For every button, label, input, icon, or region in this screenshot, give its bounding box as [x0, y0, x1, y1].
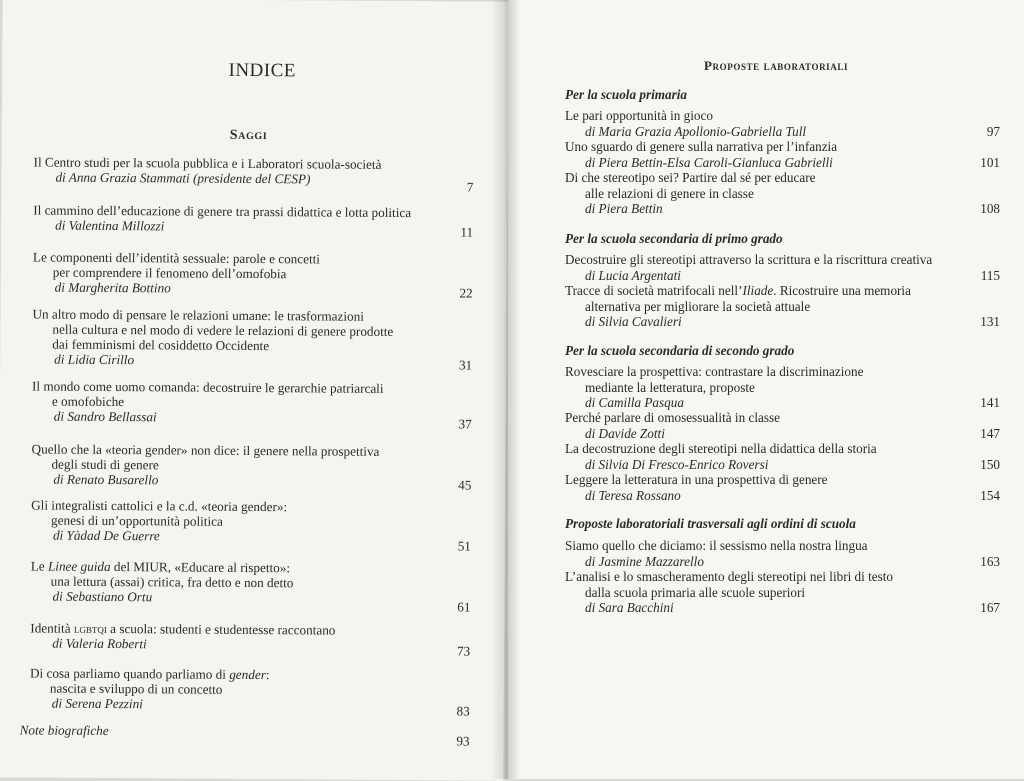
toc-entry [565, 252, 932, 283]
entry-author: di Piera Bettin-Elsa Caroli-Gianluca Gabrielli [585, 154, 833, 170]
entry-author: di Piera Bettin [585, 201, 663, 216]
toc-entry [565, 364, 863, 411]
entry-title: Il cammino dell’educazione di genere tra prassi didattica e lotta politica [33, 202, 412, 221]
entry-title: Un altro modo di pensare le relazioni umane: le trasformazioni [32, 306, 364, 324]
entry-title-pre: Tracce di società matrifocali nell’ [565, 283, 743, 298]
toc-entry [565, 410, 780, 441]
entry-title: mediante la letteratura, proposte [585, 379, 755, 395]
entry-author: di Silvia Di Fresco-Enrico Roversi [585, 456, 769, 472]
toc-entry [31, 497, 287, 544]
entry-title-pre: Le [30, 558, 49, 574]
page-number: 45 [458, 477, 472, 493]
toc-entry [30, 665, 270, 712]
page-number: 61 [457, 599, 471, 615]
entry-title: genesi di un’opportunità politica [51, 512, 223, 529]
toc-entry [32, 306, 393, 369]
entry-title-italic: Linee guida [47, 558, 111, 575]
entry-author: di Teresa Rossano [585, 487, 681, 503]
entry-title: nella cultura e nel modo di vedere le relazioni di genere prodotte [52, 321, 394, 339]
entry-author: di Jasmine Mazzarello [585, 553, 704, 569]
entry-author: di Serena Pezzini [51, 695, 143, 712]
page-number: 115 [980, 268, 1000, 283]
entry-title: La decostruzione degli stereotipi nella didattica della storia [565, 441, 877, 456]
page-number: 83 [456, 703, 470, 719]
page-number: 31 [458, 357, 473, 373]
entry-title: e omofobiche [51, 393, 125, 410]
toc-entry [33, 202, 411, 235]
entry-author: di Valentina Millozzi [55, 217, 165, 234]
entry-author: di Lucia Argentati [585, 267, 681, 283]
entry-title: dalla scuola primaria alle scuole superiori [585, 584, 806, 600]
entry-title-smallcaps: lgbtqi [73, 620, 107, 636]
entry-author: di Valeria Roberti [52, 635, 147, 652]
entry-author: di Davide Zotti [585, 425, 665, 441]
entry-title-post: del MIUR, «Educare al rispetto»: [110, 559, 291, 576]
page-number: 11 [460, 224, 474, 240]
page-number: 150 [980, 457, 1000, 472]
entry-title: Il mondo come uomo comanda: decostruire le gerarchie patriarcali [31, 378, 384, 396]
entry-title: Il Centro studi per la scuola pubblica e i Laboratori scuola-società [33, 154, 382, 172]
group-heading: Per la scuola primaria [565, 87, 687, 102]
entry-title: Di che stereotipo sei? Partire dal sé per educare [565, 170, 816, 185]
entry-author: di Renato Busarello [53, 471, 159, 488]
entry-title: Gli integralisti cattolici e la c.d. «teoria gender»: [31, 497, 288, 515]
entry-author: di Sara Bacchini [585, 600, 674, 615]
entry-title: Le componenti dell’identità sessuale: parole e concetti [32, 249, 321, 267]
page-number: 147 [980, 426, 1000, 441]
entry-title: dai femminismi del cosiddetto Occidente [52, 336, 270, 354]
entry-title-pre: Identità [30, 620, 74, 636]
page-number: 108 [980, 201, 1000, 216]
entry-author: di Lidia Cirillo [54, 351, 135, 368]
page-number: 22 [459, 285, 473, 301]
entry-title: Le pari opportunità in gioco [565, 108, 713, 123]
entry-title: Note biografiche [19, 722, 109, 739]
section-heading-saggi: Saggi [229, 127, 268, 144]
page-number: 131 [980, 314, 1000, 329]
entry-title-italic: gender [229, 666, 266, 683]
entry-title: L’analisi e lo smascheramento degli stereotipi nei libri di testo [565, 569, 894, 584]
index-title: INDICE [228, 59, 296, 82]
entry-title: per comprendere il fenomeno dell’omofobia [52, 264, 287, 282]
entry-title: nascita e sviluppo di un concetto [49, 680, 223, 697]
page-number: 51 [457, 538, 471, 554]
toc-entry [32, 378, 384, 425]
entry-author: di Margherita Bottino [54, 279, 171, 296]
page-number: 141 [980, 395, 1000, 410]
entry-author: di Maria Grazia Apollonio-Gabriella Tull [585, 123, 807, 139]
entry-title [565, 283, 911, 299]
entry-author: di Camilla Pasqua [585, 395, 684, 410]
entry-author: di Sandro Bellassai [53, 408, 157, 425]
entry-title: alle relazioni di genere in classe [585, 185, 754, 201]
entry-title: Perché parlare di omosessualità in classe [565, 410, 780, 425]
toc-entry [31, 441, 379, 488]
page-number: 167 [980, 600, 1000, 615]
group-heading: Per la scuola secondaria di secondo grado [565, 343, 795, 358]
toc-entry [565, 170, 815, 217]
toc-entry [565, 283, 911, 330]
entry-title: Quello che la «teoria gender» non dice: il genere nella prospettiva [31, 441, 380, 459]
page-number: 73 [456, 643, 471, 659]
page-number: 101 [980, 155, 1000, 170]
entry-title: alternativa per migliorare la società attuale [585, 298, 811, 314]
entry-author: di Yàdad De Guerre [52, 527, 160, 544]
entry-title-post: : [265, 667, 270, 683]
page-number: 37 [458, 416, 472, 432]
entry-title: una lettura (assai) critica, fra detto e non detto [50, 573, 294, 591]
book-gutter [490, 0, 520, 779]
page-number: 163 [980, 554, 1000, 569]
page-number: 7 [466, 179, 474, 195]
toc-entry [565, 441, 877, 472]
group-heading: Per la scuola secondaria di primo grado [565, 231, 783, 246]
toc-entry [31, 558, 294, 605]
toc-entry [565, 139, 837, 170]
entry-title: degli studi di genere [51, 456, 159, 473]
section-heading-proposte: Proposte laboratoriali [704, 58, 849, 73]
group-heading: Proposte laboratoriali trasversali agli ordini di scuola [565, 516, 856, 531]
toc-entry [565, 108, 806, 139]
entry-title-pre: Di cosa parliamo quando parliamo di [29, 665, 230, 682]
entry-author: di Sebastiano Ortu [52, 588, 153, 605]
entry-title-post: a scuola: studenti e studentesse raccontano [106, 620, 336, 638]
entry-title: Decostruire gli stereotipi attraverso la scrittura e la riscrittura creativa [565, 252, 933, 267]
entry-title-italic: Iliade [742, 283, 774, 298]
toc-entry [565, 569, 893, 616]
toc-entry [565, 538, 868, 569]
entry-title: Rovesciare la prospettiva: contrastare la discriminazione [565, 364, 864, 379]
toc-entry [30, 620, 335, 652]
left-page [0, 0, 509, 781]
toc-entry [33, 154, 381, 186]
entry-title: Uno sguardo di genere sulla narrativa per l’infanzia [565, 139, 838, 154]
entry-title: Siamo quello che diciamo: il sessismo nella nostra lingua [565, 538, 868, 553]
entry-author: di Silvia Cavalieri [585, 314, 682, 329]
entry-title [30, 665, 270, 682]
entry-title: Leggere la letteratura in una prospettiva di genere [565, 472, 828, 487]
entry-author: di Anna Grazia Stammati (presidente del CESP) [55, 169, 311, 187]
toc-entry [33, 249, 320, 296]
toc-entry [20, 722, 109, 738]
page-number: 93 [456, 733, 470, 749]
page-number: 154 [980, 488, 1000, 503]
page-number: 97 [986, 124, 1000, 139]
toc-entry [565, 472, 828, 503]
entry-title-post: . Ricostruire una memoria [773, 283, 911, 298]
